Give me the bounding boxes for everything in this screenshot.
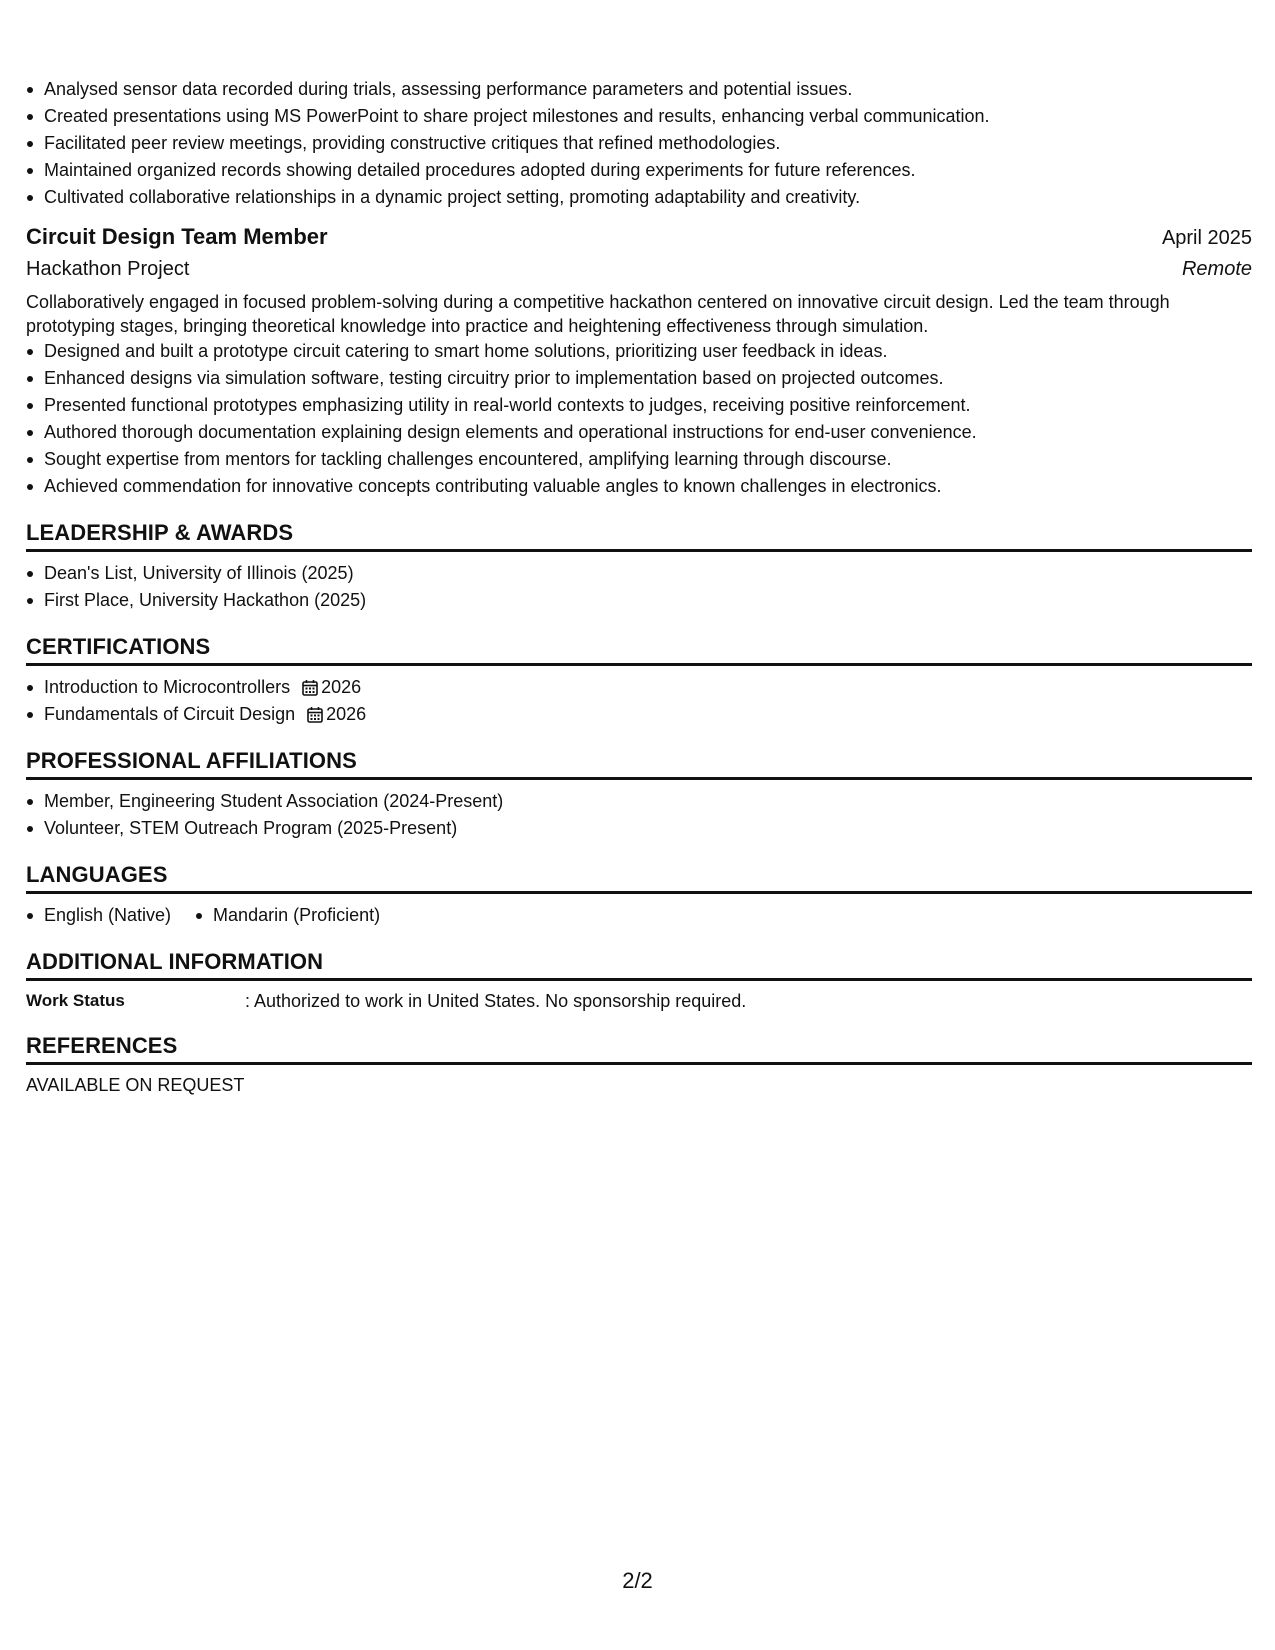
list-item: Volunteer, STEM Outreach Program (2025-Present) bbox=[26, 815, 1252, 842]
list-item: Facilitated peer review meetings, providing constructive critiques that refined methodologies. bbox=[26, 130, 1252, 157]
languages-list bbox=[26, 902, 1252, 929]
section-title: REFERENCES bbox=[26, 1032, 1252, 1065]
certification-year: 2026 bbox=[321, 677, 362, 697]
certification-year: 2026 bbox=[326, 704, 367, 724]
list-item: Mandarin (Proficient) bbox=[195, 902, 380, 929]
list-item: Maintained organized records showing detailed procedures adopted during experiments for future references. bbox=[26, 157, 1252, 184]
job-description: Collaboratively engaged in focused problem-solving during a competitive hackathon centered on innovative circuit design. Led the team through prototyping stages, bringing theoretical knowledge into practice and heightening effectiveness through simulation. bbox=[26, 292, 1170, 336]
list-item: Member, Engineering Student Association (2024-Present) bbox=[26, 788, 1252, 815]
affiliations-list bbox=[26, 788, 1252, 842]
list-item bbox=[26, 701, 1252, 728]
certification-row bbox=[44, 701, 1252, 728]
list-item: Cultivated collaborative relationships in a dynamic project setting, promoting adaptability and creativity. bbox=[26, 184, 1252, 211]
section-title: ADDITIONAL INFORMATION bbox=[26, 948, 1252, 981]
certifications-section bbox=[26, 633, 1252, 728]
section-title: LANGUAGES bbox=[26, 861, 1252, 894]
calendar-icon bbox=[302, 679, 318, 696]
list-item: Sought expertise from mentors for tackling challenges encountered, amplifying learning through discourse. bbox=[26, 446, 1252, 473]
certifications-list bbox=[26, 674, 1252, 728]
job-subheader bbox=[26, 254, 1252, 284]
section-title: CERTIFICATIONS bbox=[26, 633, 1252, 666]
job-organization: Hackathon Project bbox=[26, 258, 190, 280]
calendar-icon bbox=[307, 706, 323, 723]
list-item: Designed and built a prototype circuit catering to smart home solutions, prioritizing user feedback in ideas. bbox=[26, 338, 1252, 365]
affiliations-section bbox=[26, 747, 1252, 842]
work-status-value: : Authorized to work in United States. No sponsorship required. bbox=[245, 991, 747, 1011]
section-title: LEADERSHIP & AWARDS bbox=[26, 519, 1252, 552]
list-item: Authored thorough documentation explaining design elements and operational instructions for end-user convenience. bbox=[26, 419, 1252, 446]
references-text: AVAILABLE ON REQUEST bbox=[26, 1075, 245, 1095]
job-location: Remote bbox=[1181, 258, 1252, 280]
list-item: Enhanced designs via simulation software, testing circuitry prior to implementation based on projected outcomes. bbox=[26, 365, 1252, 392]
list-item: Created presentations using MS PowerPoint to share project milestones and results, enhancing verbal communication. bbox=[26, 103, 1252, 130]
list-item: Presented functional prototypes emphasizing utility in real-world contexts to judges, receiving positive reinforcement. bbox=[26, 392, 1252, 419]
list-item bbox=[26, 674, 1252, 701]
job-date: April 2025 bbox=[1161, 227, 1252, 249]
section-title: PROFESSIONAL AFFILIATIONS bbox=[26, 747, 1252, 780]
work-status-label: Work Status bbox=[26, 991, 125, 1010]
list-item: Analysed sensor data recorded during trials, assessing performance parameters and potential issues. bbox=[26, 76, 1252, 103]
page-number: 2/2 bbox=[622, 1568, 653, 1593]
previous-job-bullets bbox=[26, 76, 1252, 211]
list-item: Dean's List, University of Illinois (2025) bbox=[26, 560, 1252, 587]
job-title: Circuit Design Team Member bbox=[26, 224, 328, 249]
resume-page bbox=[26, 76, 1252, 1097]
languages-section bbox=[26, 861, 1252, 929]
list-item: Achieved commendation for innovative concepts contributing valuable angles to known challenges in electronics. bbox=[26, 473, 1252, 500]
hackathon-job-entry bbox=[26, 222, 1252, 500]
list-item: First Place, University Hackathon (2025) bbox=[26, 587, 1252, 614]
additional-info-section bbox=[26, 948, 1252, 1013]
leadership-list bbox=[26, 560, 1252, 614]
references-section bbox=[26, 1032, 1252, 1097]
certification-row bbox=[44, 674, 1252, 701]
list-item: English (Native) bbox=[26, 902, 171, 929]
work-status-row bbox=[26, 989, 1252, 1013]
job-header bbox=[26, 222, 1252, 253]
leadership-section bbox=[26, 519, 1252, 614]
hackathon-job-bullets bbox=[26, 338, 1252, 500]
certification-name: Fundamentals of Circuit Design bbox=[44, 704, 296, 724]
certification-name: Introduction to Microcontrollers bbox=[44, 677, 291, 697]
